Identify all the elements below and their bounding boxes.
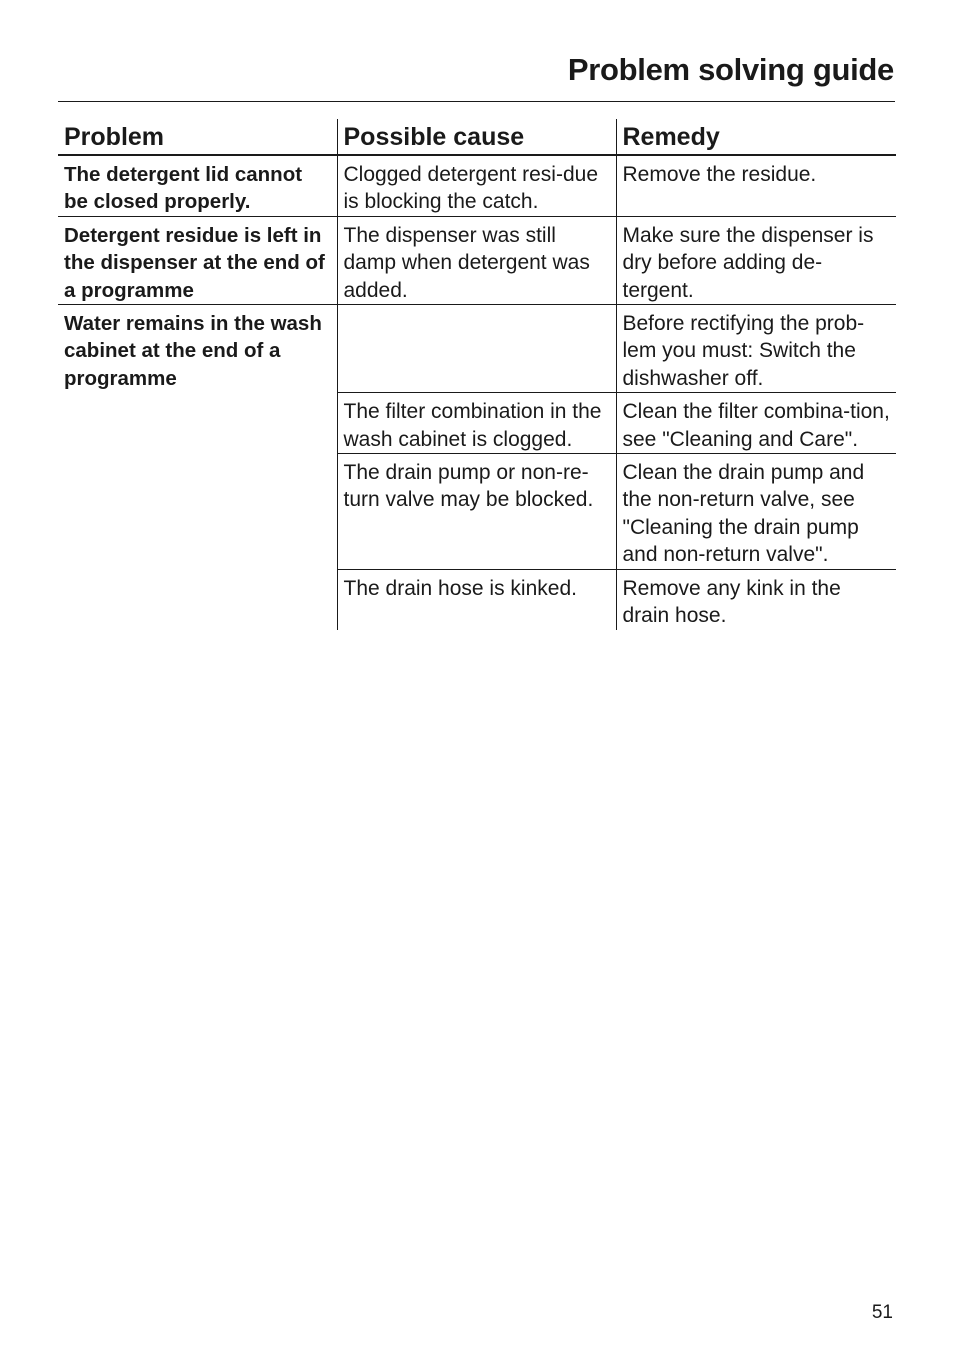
column-header-remedy: Remedy	[616, 119, 896, 155]
page-number: 51	[871, 1302, 893, 1323]
remedy-cell: Before rectifying the prob-lem you must: Switch the dishwasher off.	[616, 305, 896, 393]
problem-cell: The detergent lid cannot be closed properly.	[58, 155, 337, 216]
remedy-cell: Make sure the dispenser is dry before adding de-tergent.	[616, 216, 896, 304]
table-row	[58, 216, 896, 304]
problem-cell: Water remains in the wash cabinet at the end of a programme	[64, 312, 322, 390]
table-header-row	[58, 119, 896, 155]
problem-cell: Detergent residue is left in the dispenser at the end of a programme	[58, 216, 337, 304]
cause-cell: The filter combination in the wash cabinet is clogged.	[337, 393, 616, 454]
table-row	[58, 155, 896, 216]
column-header-possible-cause: Possible cause	[337, 119, 616, 155]
page-title: Problem solving guide	[567, 52, 894, 87]
title-rule	[58, 101, 895, 102]
remedy-cell: Remove any kink in the drain hose.	[616, 569, 896, 629]
problem-solving-table	[58, 119, 896, 630]
remedy-cell: Clean the filter combina-tion, see "Cleaning and Care".	[616, 393, 896, 454]
cause-cell: The dispenser was still damp when detergent was added.	[337, 216, 616, 304]
remedy-cell: Remove the residue.	[616, 155, 896, 216]
cause-cell: Clogged detergent resi-due is blocking the catch.	[337, 155, 616, 216]
cause-cell	[337, 305, 616, 393]
cause-cell: The drain pump or non-re-turn valve may be blocked.	[337, 454, 616, 570]
column-header-problem: Problem	[58, 119, 337, 155]
remedy-cell: Clean the drain pump and the non-return valve, see "Cleaning the drain pump and non-return valve".	[616, 454, 896, 570]
table-row	[58, 305, 896, 393]
cause-cell: The drain hose is kinked.	[337, 569, 616, 629]
